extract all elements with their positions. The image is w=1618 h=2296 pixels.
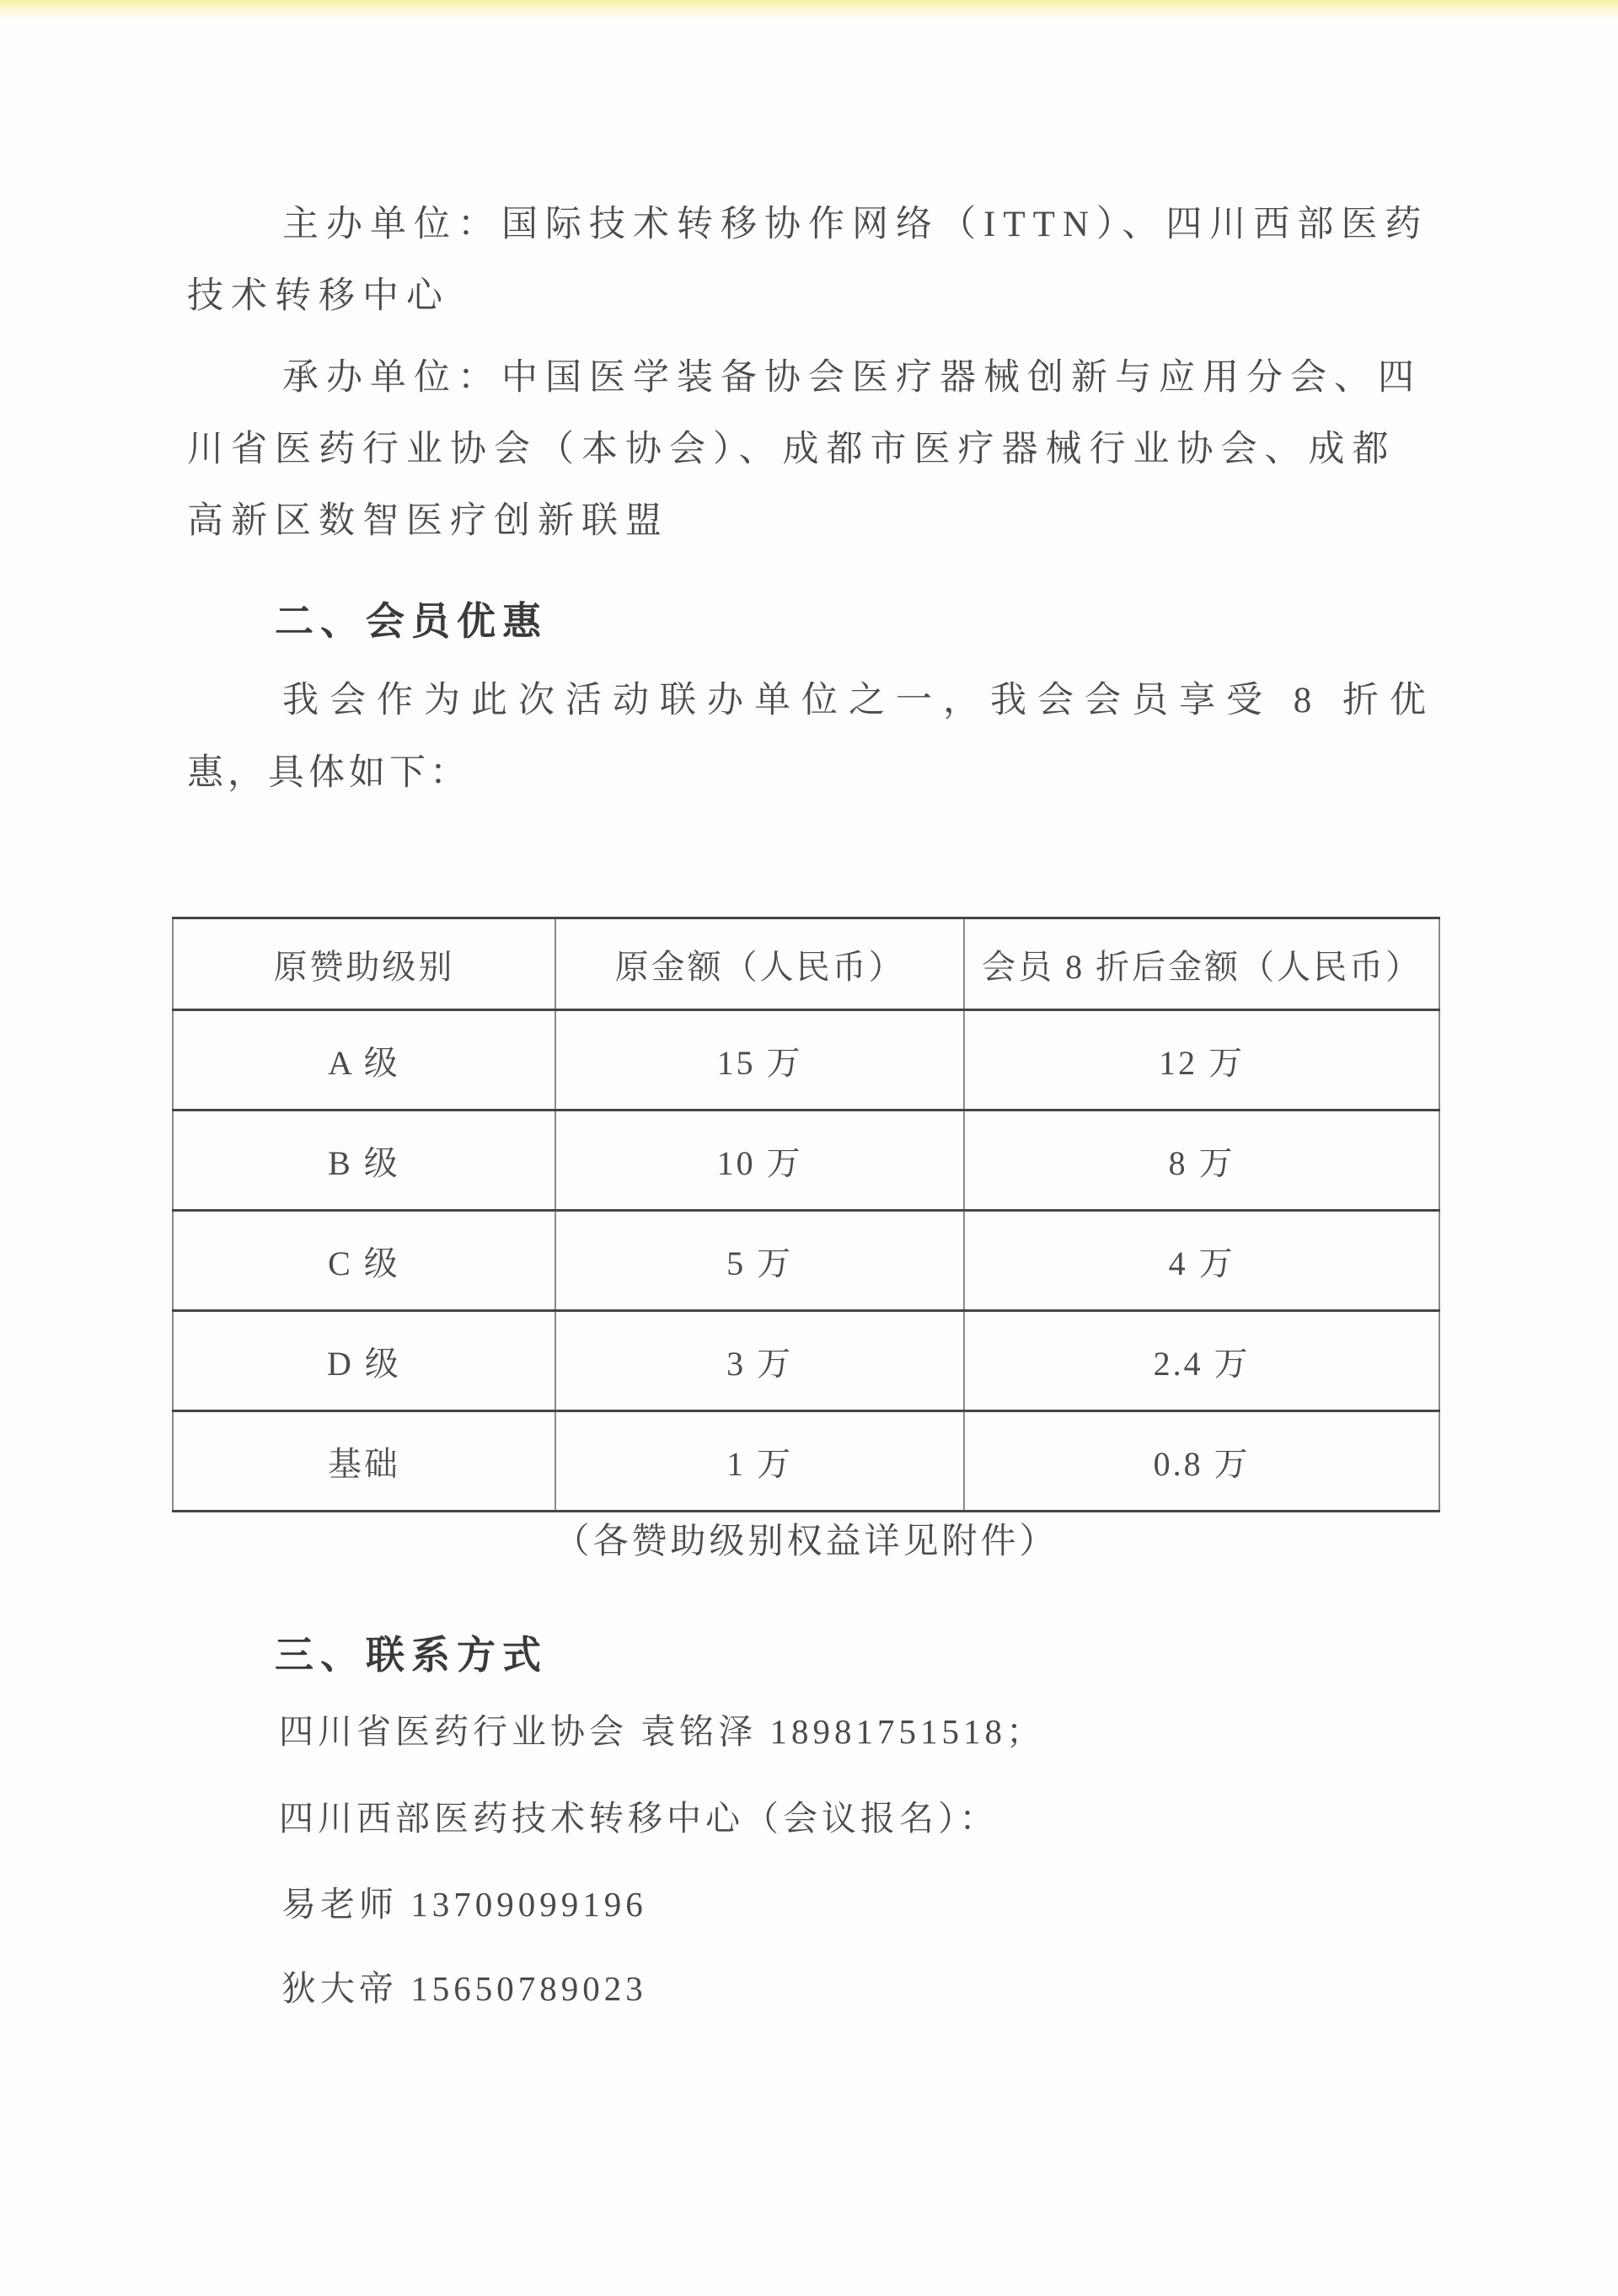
table-caption-note: （各赞助级别权益详见附件） <box>554 1523 1058 1561</box>
cell-original-amount: 3 万 <box>555 1311 964 1411</box>
cell-level: D 级 <box>173 1311 555 1411</box>
cell-discount-amount: 12 万 <box>964 1010 1439 1111</box>
organizer-unit-line-3: 高新区数智医疗创新联盟 <box>187 501 669 541</box>
table-row-level-d <box>173 1311 1439 1411</box>
table-row-basic <box>173 1411 1439 1512</box>
cell-original-amount: 1 万 <box>555 1411 964 1512</box>
member-discount-line-2: 惠，具体如下： <box>187 753 470 793</box>
cell-discount-amount: 4 万 <box>964 1211 1439 1311</box>
cell-level: B 级 <box>173 1111 555 1211</box>
host-unit-line-2: 技术转移中心 <box>187 276 450 316</box>
table-row-level-c <box>173 1211 1439 1311</box>
contact-line-transfer-center: 四川西部医药技术转移中心（会议报名）： <box>279 1799 999 1838</box>
contact-line-teacher-yi: 易老师 13709099196 <box>281 1885 647 1924</box>
cell-original-amount: 5 万 <box>555 1211 964 1311</box>
contact-line-provincial-association: 四川省医药行业协会 袁铭泽 18981751518； <box>279 1712 1045 1751</box>
section-heading-member-discount: 二、会员优惠 <box>275 599 548 643</box>
cell-discount-amount: 0.8 万 <box>964 1411 1439 1512</box>
table-header-row <box>173 918 1439 1010</box>
cell-discount-amount: 8 万 <box>964 1111 1439 1211</box>
contact-line-di-dadi: 狄大帝 15650789023 <box>281 1969 647 2008</box>
cell-original-amount: 15 万 <box>555 1010 964 1111</box>
cell-discount-amount: 2.4 万 <box>964 1311 1439 1411</box>
scan-top-edge-artifact <box>0 0 1618 19</box>
sponsor-pricing-table-wrap <box>172 917 1440 1512</box>
cell-level: C 级 <box>173 1211 555 1311</box>
table-row-level-a <box>173 1010 1439 1111</box>
sponsor-pricing-table <box>172 917 1440 1512</box>
section-heading-contact: 三、联系方式 <box>275 1633 548 1677</box>
organizer-unit-line-2: 川省医药行业协会（本协会）、成都市医疗器械行业协会、成都 <box>187 430 1396 469</box>
cell-original-amount: 10 万 <box>555 1111 964 1211</box>
organizer-unit-line-1: 承办单位：中国医学装备协会医疗器械创新与应用分会、四 <box>282 358 1422 398</box>
col-header-original-level: 原赞助级别 <box>173 918 555 1010</box>
host-unit-line-1: 主办单位：国际技术转移协作网络（ITTN）、四川西部医药 <box>282 205 1429 244</box>
col-header-member-discount-amount: 会员 8 折后金额（人民币） <box>964 918 1439 1010</box>
table-row-level-b <box>173 1111 1439 1211</box>
cell-level: A 级 <box>173 1010 555 1111</box>
col-header-original-amount: 原金额（人民币） <box>555 918 964 1010</box>
member-discount-line-1: 我会作为此次活动联办单位之一，我会会员享受 8 折优 <box>282 681 1437 720</box>
cell-level: 基础 <box>173 1411 555 1512</box>
